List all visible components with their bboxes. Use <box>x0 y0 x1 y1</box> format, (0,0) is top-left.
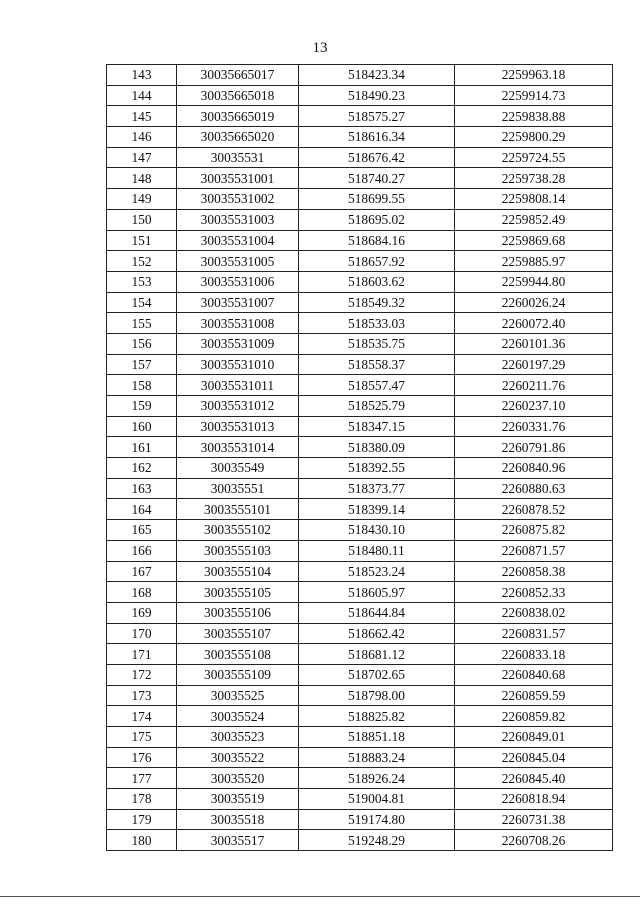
table-row <box>107 727 613 748</box>
x-coordinate-cell: 518423.34 <box>299 65 455 86</box>
y-coordinate-cell: 2259724.55 <box>455 147 613 168</box>
x-coordinate-cell: 518605.97 <box>299 582 455 603</box>
table-row <box>107 230 613 251</box>
row-index-cell: 167 <box>107 561 177 582</box>
table-row <box>107 602 613 623</box>
y-coordinate-cell: 2260845.04 <box>455 747 613 768</box>
x-coordinate-cell: 518883.24 <box>299 747 455 768</box>
x-coordinate-cell: 518695.02 <box>299 209 455 230</box>
table-row <box>107 168 613 189</box>
point-id-cell: 30035531005 <box>177 251 299 272</box>
table-row <box>107 375 613 396</box>
x-coordinate-cell: 518380.09 <box>299 437 455 458</box>
y-coordinate-cell: 2260871.57 <box>455 540 613 561</box>
coordinate-table <box>106 64 613 851</box>
table-body <box>107 65 613 851</box>
x-coordinate-cell: 518523.24 <box>299 561 455 582</box>
y-coordinate-cell: 2260331.76 <box>455 416 613 437</box>
point-id-cell: 30035523 <box>177 727 299 748</box>
y-coordinate-cell: 2260859.82 <box>455 706 613 727</box>
y-coordinate-cell: 2260840.96 <box>455 458 613 479</box>
x-coordinate-cell: 518557.47 <box>299 375 455 396</box>
y-coordinate-cell: 2260878.52 <box>455 499 613 520</box>
x-coordinate-cell: 518662.42 <box>299 623 455 644</box>
x-coordinate-cell: 518676.42 <box>299 147 455 168</box>
row-index-cell: 153 <box>107 271 177 292</box>
x-coordinate-cell: 518490.23 <box>299 85 455 106</box>
row-index-cell: 157 <box>107 354 177 375</box>
page-number: 13 <box>312 40 328 56</box>
x-coordinate-cell: 518347.15 <box>299 416 455 437</box>
row-index-cell: 170 <box>107 623 177 644</box>
point-id-cell: 30035531007 <box>177 292 299 313</box>
table-row <box>107 354 613 375</box>
row-index-cell: 171 <box>107 644 177 665</box>
table-row <box>107 333 613 354</box>
row-index-cell: 172 <box>107 664 177 685</box>
table-row <box>107 499 613 520</box>
row-index-cell: 173 <box>107 685 177 706</box>
y-coordinate-cell: 2259885.97 <box>455 251 613 272</box>
y-coordinate-cell: 2259852.49 <box>455 209 613 230</box>
y-coordinate-cell: 2260845.40 <box>455 768 613 789</box>
point-id-cell: 30035531003 <box>177 209 299 230</box>
x-coordinate-cell: 518603.62 <box>299 271 455 292</box>
point-id-cell: 3003555106 <box>177 602 299 623</box>
point-id-cell: 30035531004 <box>177 230 299 251</box>
point-id-cell: 30035531 <box>177 147 299 168</box>
table-row <box>107 127 613 148</box>
row-index-cell: 162 <box>107 458 177 479</box>
point-id-cell: 30035519 <box>177 789 299 810</box>
point-id-cell: 30035531009 <box>177 333 299 354</box>
x-coordinate-cell: 518535.75 <box>299 333 455 354</box>
row-index-cell: 169 <box>107 602 177 623</box>
point-id-cell: 30035665018 <box>177 85 299 106</box>
table-row <box>107 540 613 561</box>
point-id-cell: 3003555107 <box>177 623 299 644</box>
table-row <box>107 623 613 644</box>
table-row <box>107 789 613 810</box>
x-coordinate-cell: 518684.16 <box>299 230 455 251</box>
y-coordinate-cell: 2260211.76 <box>455 375 613 396</box>
x-coordinate-cell: 519004.81 <box>299 789 455 810</box>
table-row <box>107 271 613 292</box>
y-coordinate-cell: 2259808.14 <box>455 189 613 210</box>
point-id-cell: 30035531001 <box>177 168 299 189</box>
row-index-cell: 147 <box>107 147 177 168</box>
x-coordinate-cell: 518926.24 <box>299 768 455 789</box>
y-coordinate-cell: 2260818.94 <box>455 789 613 810</box>
y-coordinate-cell: 2260833.18 <box>455 644 613 665</box>
point-id-cell: 30035524 <box>177 706 299 727</box>
table-row <box>107 292 613 313</box>
row-index-cell: 177 <box>107 768 177 789</box>
point-id-cell: 3003555102 <box>177 520 299 541</box>
table-row <box>107 768 613 789</box>
x-coordinate-cell: 518681.12 <box>299 644 455 665</box>
y-coordinate-cell: 2260849.01 <box>455 727 613 748</box>
table-row <box>107 251 613 272</box>
point-id-cell: 30035525 <box>177 685 299 706</box>
x-coordinate-cell: 518558.37 <box>299 354 455 375</box>
y-coordinate-cell: 2260858.38 <box>455 561 613 582</box>
y-coordinate-cell: 2260197.29 <box>455 354 613 375</box>
point-id-cell: 30035531008 <box>177 313 299 334</box>
y-coordinate-cell: 2260875.82 <box>455 520 613 541</box>
point-id-cell: 30035665020 <box>177 127 299 148</box>
row-index-cell: 158 <box>107 375 177 396</box>
y-coordinate-cell: 2260859.59 <box>455 685 613 706</box>
y-coordinate-cell: 2260791.86 <box>455 437 613 458</box>
x-coordinate-cell: 518699.55 <box>299 189 455 210</box>
row-index-cell: 143 <box>107 65 177 86</box>
table-row <box>107 209 613 230</box>
y-coordinate-cell: 2259914.73 <box>455 85 613 106</box>
row-index-cell: 148 <box>107 168 177 189</box>
table-row <box>107 747 613 768</box>
point-id-cell: 30035665019 <box>177 106 299 127</box>
x-coordinate-cell: 518616.34 <box>299 127 455 148</box>
row-index-cell: 180 <box>107 830 177 851</box>
row-index-cell: 146 <box>107 127 177 148</box>
point-id-cell: 3003555108 <box>177 644 299 665</box>
x-coordinate-cell: 518644.84 <box>299 602 455 623</box>
x-coordinate-cell: 518798.00 <box>299 685 455 706</box>
row-index-cell: 179 <box>107 809 177 830</box>
y-coordinate-cell: 2259800.29 <box>455 127 613 148</box>
y-coordinate-cell: 2260831.57 <box>455 623 613 644</box>
x-coordinate-cell: 518392.55 <box>299 458 455 479</box>
point-id-cell: 30035517 <box>177 830 299 851</box>
table-row <box>107 664 613 685</box>
table-row <box>107 478 613 499</box>
point-id-cell: 30035551 <box>177 478 299 499</box>
x-coordinate-cell: 518702.65 <box>299 664 455 685</box>
row-index-cell: 155 <box>107 313 177 334</box>
y-coordinate-cell: 2260880.63 <box>455 478 613 499</box>
table-row <box>107 189 613 210</box>
x-coordinate-cell: 518399.14 <box>299 499 455 520</box>
row-index-cell: 160 <box>107 416 177 437</box>
table-row <box>107 582 613 603</box>
row-index-cell: 165 <box>107 520 177 541</box>
row-index-cell: 178 <box>107 789 177 810</box>
point-id-cell: 30035522 <box>177 747 299 768</box>
table-row <box>107 416 613 437</box>
footer-rule <box>0 896 640 897</box>
point-id-cell: 30035531013 <box>177 416 299 437</box>
y-coordinate-cell: 2259838.88 <box>455 106 613 127</box>
point-id-cell: 30035549 <box>177 458 299 479</box>
y-coordinate-cell: 2259869.68 <box>455 230 613 251</box>
table-row <box>107 458 613 479</box>
y-coordinate-cell: 2259738.28 <box>455 168 613 189</box>
point-id-cell: 30035531002 <box>177 189 299 210</box>
table-row <box>107 147 613 168</box>
x-coordinate-cell: 518373.77 <box>299 478 455 499</box>
row-index-cell: 161 <box>107 437 177 458</box>
row-index-cell: 150 <box>107 209 177 230</box>
table-row <box>107 644 613 665</box>
point-id-cell: 30035531006 <box>177 271 299 292</box>
y-coordinate-cell: 2260838.02 <box>455 602 613 623</box>
point-id-cell: 30035520 <box>177 768 299 789</box>
point-id-cell: 30035531010 <box>177 354 299 375</box>
table-row <box>107 520 613 541</box>
row-index-cell: 159 <box>107 396 177 417</box>
y-coordinate-cell: 2260708.26 <box>455 830 613 851</box>
x-coordinate-cell: 519248.29 <box>299 830 455 851</box>
table-row <box>107 561 613 582</box>
row-index-cell: 164 <box>107 499 177 520</box>
row-index-cell: 176 <box>107 747 177 768</box>
y-coordinate-cell: 2260072.40 <box>455 313 613 334</box>
table-row <box>107 85 613 106</box>
point-id-cell: 3003555109 <box>177 664 299 685</box>
table-row <box>107 809 613 830</box>
point-id-cell: 30035531011 <box>177 375 299 396</box>
y-coordinate-cell: 2260840.68 <box>455 664 613 685</box>
y-coordinate-cell: 2260026.24 <box>455 292 613 313</box>
point-id-cell: 3003555103 <box>177 540 299 561</box>
row-index-cell: 152 <box>107 251 177 272</box>
table-row <box>107 685 613 706</box>
y-coordinate-cell: 2259944.80 <box>455 271 613 292</box>
table-row <box>107 396 613 417</box>
point-id-cell: 3003555105 <box>177 582 299 603</box>
table-row <box>107 830 613 851</box>
row-index-cell: 145 <box>107 106 177 127</box>
y-coordinate-cell: 2260731.38 <box>455 809 613 830</box>
x-coordinate-cell: 518575.27 <box>299 106 455 127</box>
table-row <box>107 706 613 727</box>
point-id-cell: 30035518 <box>177 809 299 830</box>
row-index-cell: 168 <box>107 582 177 603</box>
y-coordinate-cell: 2259963.18 <box>455 65 613 86</box>
table-row <box>107 65 613 86</box>
table-row <box>107 437 613 458</box>
row-index-cell: 174 <box>107 706 177 727</box>
row-index-cell: 149 <box>107 189 177 210</box>
x-coordinate-cell: 518825.82 <box>299 706 455 727</box>
row-index-cell: 154 <box>107 292 177 313</box>
y-coordinate-cell: 2260101.36 <box>455 333 613 354</box>
x-coordinate-cell: 519174.80 <box>299 809 455 830</box>
x-coordinate-cell: 518851.18 <box>299 727 455 748</box>
x-coordinate-cell: 518480.11 <box>299 540 455 561</box>
x-coordinate-cell: 518740.27 <box>299 168 455 189</box>
row-index-cell: 156 <box>107 333 177 354</box>
point-id-cell: 30035665017 <box>177 65 299 86</box>
x-coordinate-cell: 518657.92 <box>299 251 455 272</box>
row-index-cell: 166 <box>107 540 177 561</box>
point-id-cell: 30035531014 <box>177 437 299 458</box>
row-index-cell: 144 <box>107 85 177 106</box>
x-coordinate-cell: 518430.10 <box>299 520 455 541</box>
x-coordinate-cell: 518525.79 <box>299 396 455 417</box>
row-index-cell: 175 <box>107 727 177 748</box>
table-row <box>107 313 613 334</box>
point-id-cell: 30035531012 <box>177 396 299 417</box>
point-id-cell: 3003555104 <box>177 561 299 582</box>
x-coordinate-cell: 518549.32 <box>299 292 455 313</box>
y-coordinate-cell: 2260237.10 <box>455 396 613 417</box>
point-id-cell: 3003555101 <box>177 499 299 520</box>
x-coordinate-cell: 518533.03 <box>299 313 455 334</box>
y-coordinate-cell: 2260852.33 <box>455 582 613 603</box>
row-index-cell: 151 <box>107 230 177 251</box>
row-index-cell: 163 <box>107 478 177 499</box>
table-row <box>107 106 613 127</box>
